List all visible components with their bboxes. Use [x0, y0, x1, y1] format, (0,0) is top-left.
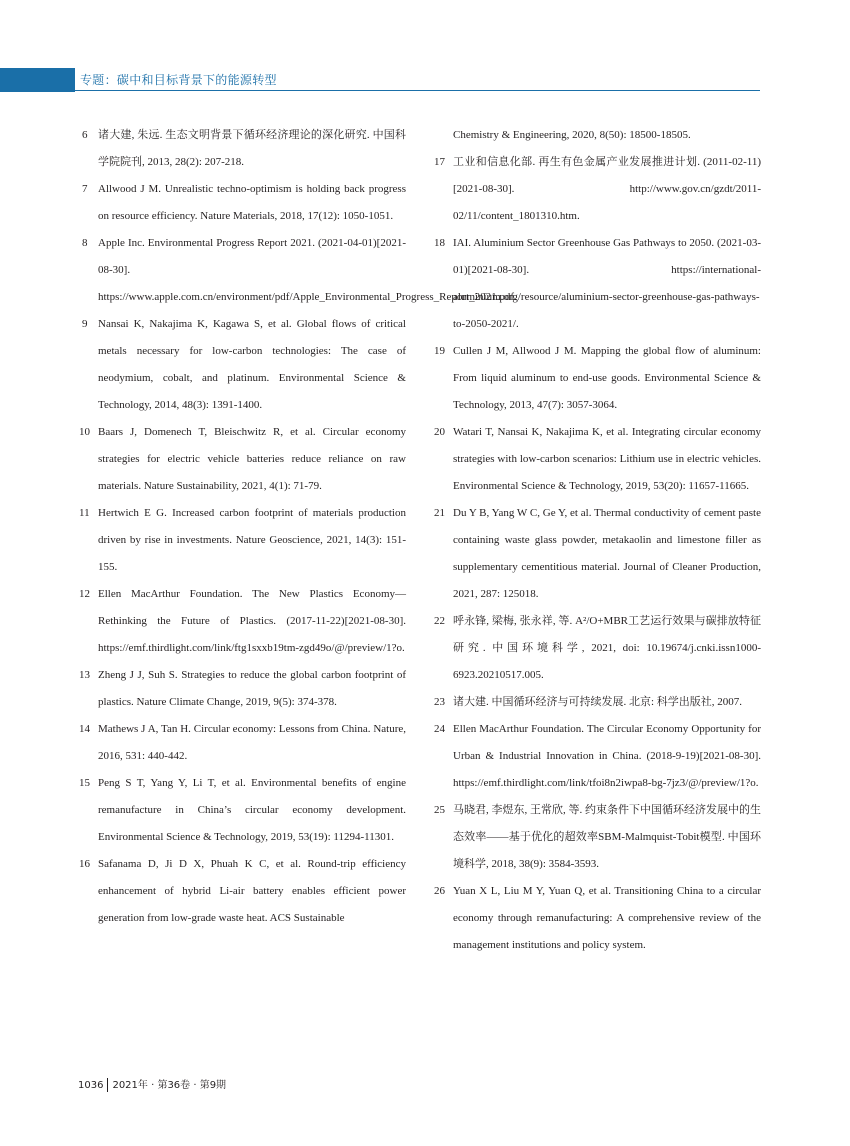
- reference-item: [82, 122, 406, 176]
- reference-text: Du Y B, Yang W C, Ge Y, et al. Thermal conductivity of cement paste containing waste glass powder, metakaolin and limestone filler as supplementary cementitious material. Journal of Cleaner Production, 2021, 287: 125018.: [453, 507, 761, 600]
- reference-text: Ellen MacArthur Foundation. The New Plastics Economy—Rethinking the Future of Plastics. (2017-11-22)[2021-08-30]. https://emf.thirdlight.com/link/ftg1sxxb19tm-zgd49o/@/preview/1?o.: [98, 588, 406, 654]
- reference-number: 13: [79, 669, 90, 681]
- issue-info: 2021年 · 第36卷 · 第9期: [112, 1080, 227, 1091]
- section-header-tab: [0, 68, 75, 92]
- reference-text: Hertwich E G. Increased carbon footprint of materials production driven by rise in investments. Nature Geoscience, 2021, 14(3): 151-155.: [98, 507, 406, 573]
- reference-item: [434, 230, 761, 338]
- reference-number: 10: [79, 426, 90, 438]
- reference-number: 12: [79, 588, 90, 600]
- reference-text: Zheng J J, Suh S. Strategies to reduce the global carbon footprint of plastics. Nature Climate Change, 2019, 9(5): 374-378.: [98, 669, 406, 708]
- reference-text: Apple Inc. Environmental Progress Report 2021. (2021-04-01)[2021-08-30]. https://www.apple.com.cn/environment/pdf/Apple_Environmental_Progress_Report_2021.pdf.: [98, 237, 517, 303]
- reference-text: Watari T, Nansai K, Nakajima K, et al. Integrating circular economy strategies with low-carbon scenarios: Lithium use in electric vehicles. Environmental Science & Technology, 2019, 53(20): 11657-11665.: [453, 426, 761, 492]
- reference-item: [437, 122, 761, 149]
- reference-item: [434, 149, 761, 230]
- reference-text: Nansai K, Nakajima K, Kagawa S, et al. Global flows of critical metals necessary for low-carbon technologies: The case of neodymium, cobalt, and platinum. Environmental Science & Technology, 2014, 48(3): 1391-1400.: [98, 318, 406, 411]
- reference-item: [434, 797, 761, 878]
- reference-item: [434, 419, 761, 500]
- reference-text: Baars J, Domenech T, Bleischwitz R, et al. Circular economy strategies for electric vehicle batteries reduce reliance on raw materials. Nature Sustainability, 2021, 4(1): 71-79.: [98, 426, 406, 492]
- references-right-column: [434, 122, 761, 959]
- reference-text: 诸大建, 朱远. 生态文明背景下循环经济理论的深化研究. 中国科学院院刊, 2013, 28(2): 207-218.: [98, 129, 406, 168]
- reference-number: 23: [434, 696, 445, 708]
- reference-text: 诸大建. 中国循环经济与可持续发展. 北京: 科学出版社, 2007.: [453, 696, 743, 708]
- reference-text: Chemistry & Engineering, 2020, 8(50): 18500-18505.: [453, 129, 691, 141]
- page-number: 1036: [78, 1080, 104, 1091]
- reference-text: Safanama D, Ji D X, Phuah K C, et al. Round-trip efficiency enhancement of hybrid Li-air battery enables efficient power generation from low-grade waste heat. ACS Sustainable: [98, 858, 406, 924]
- reference-number: 14: [79, 723, 90, 735]
- page-footer: [78, 1076, 226, 1092]
- reference-number: 11: [79, 507, 90, 519]
- reference-number: 22: [434, 615, 445, 627]
- reference-number: 7: [82, 183, 88, 195]
- reference-item: [434, 500, 761, 608]
- reference-text: 马晓君, 李煜东, 王常欣, 等. 约束条件下中国循环经济发展中的生态效率——基于优化的超效率SBM-Malmquist-Tobit模型. 中国环境科学, 2018, 38(9): 3584-3593.: [453, 804, 761, 870]
- reference-item: [79, 581, 406, 662]
- reference-number: 19: [434, 345, 445, 357]
- reference-item: [434, 689, 761, 716]
- reference-number: 16: [79, 858, 90, 870]
- reference-text: Mathews J A, Tan H. Circular economy: Lessons from China. Nature, 2016, 531: 440-442.: [98, 723, 406, 762]
- reference-item: [434, 716, 761, 797]
- reference-number: 17: [434, 156, 445, 168]
- reference-item: [79, 851, 406, 932]
- reference-item: [79, 716, 406, 770]
- reference-number: 8: [82, 237, 88, 249]
- reference-item: [79, 662, 406, 716]
- reference-text: Peng S T, Yang Y, Li T, et al. Environmental benefits of engine remanufacture in China’s circular economy development. Environmental Science & Technology, 2019, 53(19): 11294-11301.: [98, 777, 406, 843]
- reference-number: 18: [434, 237, 445, 249]
- reference-text: Yuan X L, Liu M Y, Yuan Q, et al. Transitioning China to a circular economy through remanufacturing: A comprehensive review of the management institutions and policy system.: [453, 885, 761, 951]
- reference-text: Ellen MacArthur Foundation. The Circular Economy Opportunity for Urban & Industrial Innovation in China. (2018-9-19)[2021-08-30]. https://emf.thirdlight.com/link/tfoi8n2iwpa8-bg-7jz3/@/preview/1?o.: [453, 723, 761, 789]
- reference-item: [82, 311, 406, 419]
- header-divider: [75, 90, 760, 91]
- reference-text: IAI. Aluminium Sector Greenhouse Gas Pathways to 2050. (2021-03-01)[2021-08-30]. https://international-aluminium.org/resource/aluminium-sector-greenhouse-gas-pathways-to-2050-2021/.: [453, 237, 761, 330]
- reference-number: 15: [79, 777, 90, 789]
- reference-number: 21: [434, 507, 445, 519]
- section-title: 专题：碳中和目标背景下的能源转型: [80, 73, 277, 87]
- reference-item: [434, 608, 761, 689]
- footer-divider: [107, 1078, 108, 1092]
- reference-item: [434, 878, 761, 959]
- reference-number: 20: [434, 426, 445, 438]
- reference-number: 26: [434, 885, 445, 897]
- reference-item: [82, 176, 406, 230]
- reference-number: 6: [82, 129, 88, 141]
- reference-item: [434, 338, 761, 419]
- reference-item: [79, 419, 406, 500]
- reference-item: [79, 500, 406, 581]
- reference-number: 24: [434, 723, 445, 735]
- reference-text: 呼永锋, 梁梅, 张永祥, 等. A²/O+MBR工艺运行效果与碳排放特征研究. 中国环境科学, 2021, doi: 10.19674/j.cnki.issn1000-6923.20210517.005.: [453, 615, 761, 681]
- reference-text: Cullen J M, Allwood J M. Mapping the global flow of aluminum: From liquid aluminum to end-use goods. Environmental Science & Technology, 2013, 47(7): 3057-3064.: [453, 345, 761, 411]
- reference-number: 25: [434, 804, 445, 816]
- reference-text: Allwood J M. Unrealistic techno-optimism is holding back progress on resource efficiency. Nature Materials, 2018, 17(12): 1050-1051.: [98, 183, 406, 222]
- reference-text: 工业和信息化部. 再生有色金属产业发展推进计划. (2011-02-11)[2021-08-30]. http://www.gov.cn/gzdt/2011-02/11/content_1801310.htm.: [453, 156, 761, 222]
- reference-number: 9: [82, 318, 88, 330]
- reference-item: [79, 770, 406, 851]
